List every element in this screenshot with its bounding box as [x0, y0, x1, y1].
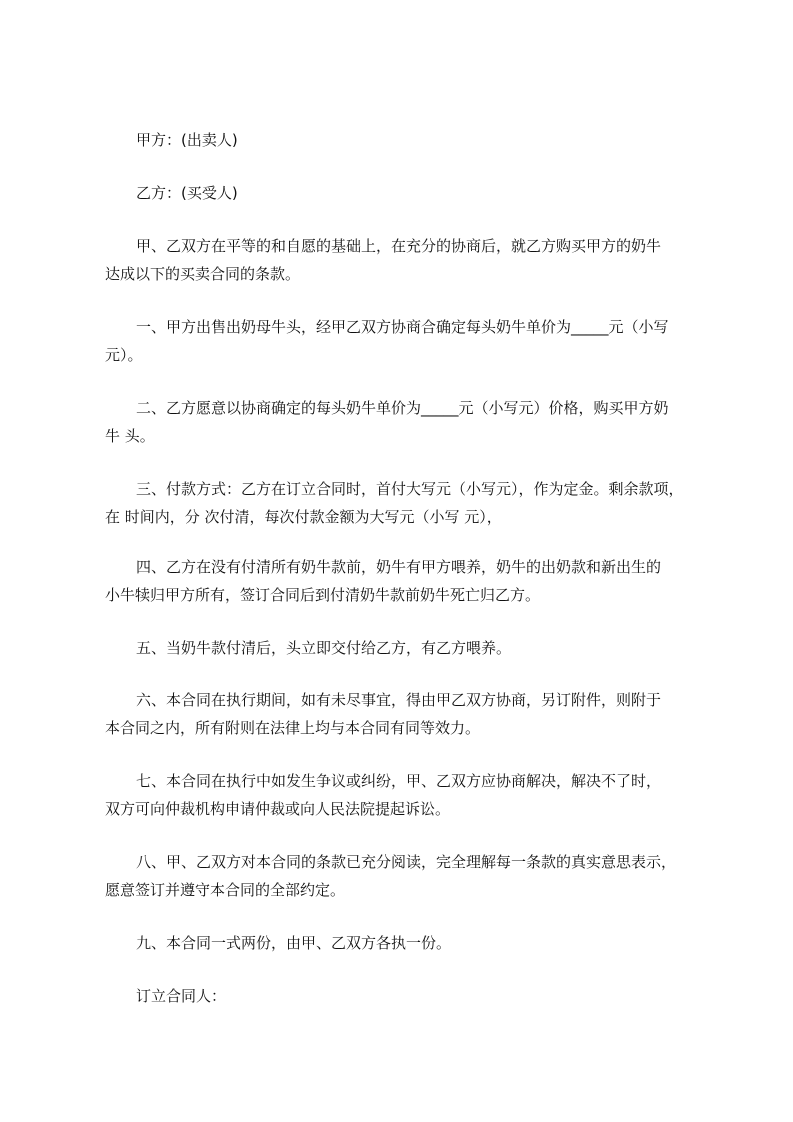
clause-5-line: 五、当奶牛款付清后，头立即交付给乙方，有乙方喂养。	[136, 639, 512, 657]
party-b-line: 乙方：(买受人)	[136, 184, 238, 202]
clause-1-line-2: 元）。	[105, 346, 143, 364]
clause-6-line-1: 六、本合同在执行期间，如有未尽事宜，得由甲乙双方协商，另订附件，则附于	[136, 691, 662, 709]
intro-line-2: 达成以下的买卖合同的条款。	[105, 265, 301, 283]
clause-8-line-2: 愿意签订并遵守本合同的全部约定。	[105, 881, 346, 899]
clause-6-line-2: 本合同之内，所有附则在法律上均与本合同有同等效力。	[105, 719, 481, 737]
clause-3-line-2: 在 时间内，分 次付清，每次付款金额为大写元（小写 元），	[105, 508, 502, 526]
clause-2-line-2: 牛 头。	[105, 427, 155, 445]
clause-1-line-1: 一、甲方出售出奶母牛头，经甲乙双方协商合确定每头奶牛单价为_____元（小写	[136, 318, 669, 336]
clause-4-line-2: 小牛犊归甲方所有，签订合同后到付清奶牛款前奶牛死亡归乙方。	[105, 586, 541, 604]
clause-2-line-1: 二、乙方愿意以协商确定的每头奶牛单价为_____元（小写元）价格，购买甲方奶	[136, 399, 669, 417]
clause-7-line-2: 双方可向仲裁机构申请仲裁或向人民法院提起诉讼。	[105, 800, 451, 818]
clause-8-line-1: 八、甲、乙双方对本合同的条款已充分阅读，完全理解每一条款的真实意思表示，	[136, 853, 677, 871]
party-a-line: 甲方：(出卖人)	[136, 131, 238, 149]
clause-3-line-1: 三、付款方式：乙方在订立合同时，首付大写元（小写元），作为定金。剩余款项，	[136, 480, 684, 498]
clause-7-line-1: 七、本合同在执行中如发生争议或纠纷，甲、乙双方应协商解决，解决不了时，	[136, 772, 662, 790]
clause-4-line-1: 四、乙方在没有付清所有奶牛款前，奶牛有甲方喂养，奶牛的出奶款和新出生的	[136, 558, 662, 576]
clause-9-line: 九、本合同一式两份，由甲、乙双方各执一份。	[136, 934, 452, 952]
signatory-line: 订立合同人：	[136, 987, 227, 1005]
intro-line-1: 甲、乙双方在平等的和自愿的基础上，在充分的协商后，就乙方购买甲方的奶牛	[136, 237, 662, 255]
